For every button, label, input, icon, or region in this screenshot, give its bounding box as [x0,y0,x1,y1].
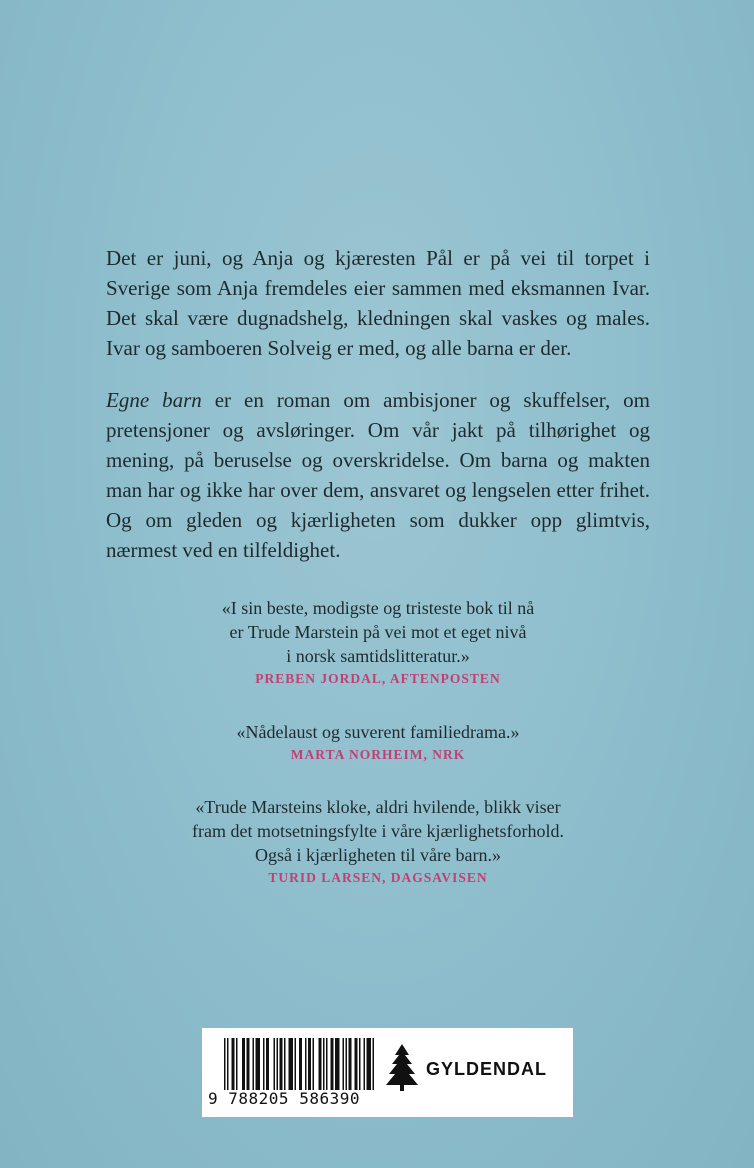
quote-line: Også i kjærligheten til våre barn.» [255,845,501,865]
quote-line: i norsk samtidslitteratur.» [286,646,470,666]
quote-source: MARTA NORHEIM, NRK [290,747,466,762]
quote-source: TURID LARSEN, DAGSAVISEN [268,870,488,885]
fir-tree-icon [385,1042,419,1092]
quote-line: «I sin beste, modigste og tristeste bok til nå [221,598,535,618]
barcode-panel [202,1028,573,1117]
quote-source: PREBEN JORDAL, AFTENPOSTEN [255,671,501,686]
quote-line: er Trude Marstein på vei mot et eget nivå [229,622,527,642]
quote-line: fram det motsetningsfylte i våre kjærlighetsforhold. [192,821,564,841]
isbn-digits: 9 788205 586390 [208,1089,360,1108]
quote-line: «Nådelaust og suverent familiedrama.» [236,722,520,742]
book-title-italic: Egne barn [106,388,202,412]
blurb-paragraph-2-text: er en roman om ambisjoner og skuffelser, om pretensjoner og avsløringer. Om vår jakt på tilhørighet og mening, på beruselse og overskridelse. Om barna og makten man har og ikke har over dem, ansvaret og lengselen etter frihet. Og om gleden og kjærligheten som dukker opp glimtvis, nærmest ved en tilfeldighet. [106,388,650,562]
review-quote-2 [106,720,650,766]
blurb-paragraph-1: Det er juni, og Anja og kjæresten Pål er på vei til torpet i Sverige som Anja fremdeles eier sammen med eksmannen Ivar. Det skal være dugnadshelg, kledningen skal vaskes og males. Ivar og samboeren Solveig er med, og alle barna er der. [106,246,650,360]
publisher-name: GYLDENDAL [426,1059,547,1079]
review-quote-3 [106,795,650,889]
blurb-paragraph-2 [106,385,650,565]
quote-line: «Trude Marsteins kloke, aldri hvilende, blikk viser [195,797,561,817]
review-quote-1 [106,596,650,690]
barcode-graphic [224,1038,374,1090]
